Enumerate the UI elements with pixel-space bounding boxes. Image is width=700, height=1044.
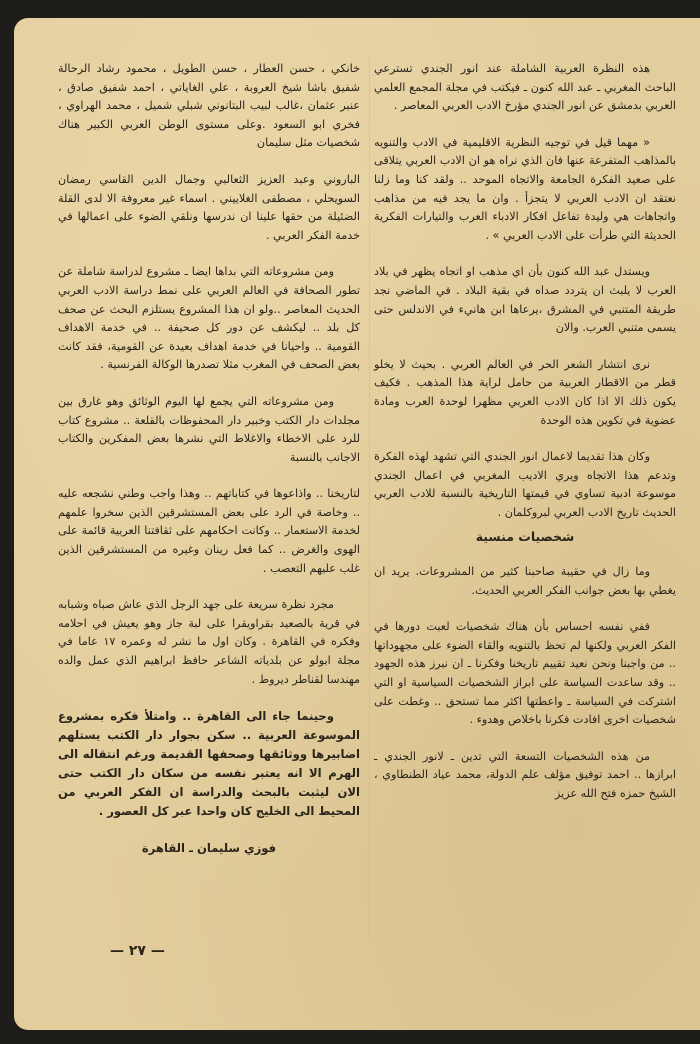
page-number: — ٢٧ — (110, 943, 165, 959)
left-column (58, 60, 360, 858)
right-column (374, 60, 676, 822)
bold-paragraph: وحينما جاء الى القاهرة .. وامتلأ فكره بمشروع الموسوعة العربية .. سكن بجوار دار الكتب يستلهم اضابيرها ووثائقها وصحفها القديمة ورغم انتقاله الى الهرم الا انه يعتبر نفسه من سكان دار الكتب حتى الان ليثبت بالبحث والدراسة ان الفكر العربي من المحيط الى الخليج كان واحدا عبر كل العصور . (58, 709, 360, 819)
paragraph: ومن مشروعاته التي بداها ايضا ـ مشروع لدراسة شاملة عن تطور الصحافة في العالم العربي على نمط دراسة الادب العربي الحديث المعاصر ..ولو ان هذا المشروع يستلزم البحث عن صحف كل بلد .. ليكشف عن دور كل صحيفة .. في خدمة الاهداف القومية .. واحيانا في خدمة اهداف بعيدة عن القومية، فقد كانت بعض الصحف في المغرب مثلا تصدرها الوكالة الفرنسية . (58, 265, 360, 372)
section-heading: شخصيات منسية (475, 529, 575, 545)
paragraph: خانكي ، حسن العطار ، حسن الطويل ، محمود رشاد الرحالة شفيق باشا شيخ العروبة ، علي الغاياتي ، احمد شفيق صادق ، عنبر عثمان ،غالب لبيب البتانوني شبلي شميل ، محمد الهراوي ، فخري ابو السعود .وعلى مستوى الوطن العربي الكبير هناك شخصيات مثل سليمان (58, 62, 360, 150)
paragraph: وكان هذا تقديما لاعمال انور الجندي التي تشهد لهذه الفكرة وتدعم هذا الاتجاه ويري الاديب المغربي في اعمال الجندي موسوعة ادبية تساوي في قيمتها التاريخية بالنسبة للادب العربي الحديث تاريخ الادب العربي لبروكلمان . (374, 450, 676, 519)
paragraph: ففي نفسه احساس بأن هناك شخصيات لعبت دورها في الفكر العربي ولكنها لم تحظ بالتنويه والقاء الضوء على مجهوداتها .. من واجبنا ونحن نعيد تقييم تاريخنا وفكرنا ـ ان نبرز هذه الجهود .. وقد ساعدت السياسة على ابراز الشخصيات السياسية او التي اشتركت في السياسة ـ واعطتها اكثر مما تستحق .. وغطت على شخصيات اخرى افادت فكرنا باخلاص وهدوء . (374, 620, 676, 727)
quote-paragraph: « مهما قيل في توجيه النظرية الاقليمية في الادب والتنويه بالمذاهب المتفرعة عنها فان الذي نراه هو ان الادب العربي يتلاقى على صعيد الفكرة الجامعة والاتجاه الموحد .. ولقد كنا وما زلنا نعتقد ان الادب العربي لا يتجزأ . وان ما يجد فيه من مذاهب واتجاهات هي وليدة تفاعل افكار الادباء العرب والتيارات الفكرية الحديثة التي طرأت على الادب العربي » . (374, 135, 676, 242)
paragraph: من هذه الشخصيات التسعة التي تدين ـ لانور الجندي ـ ابرازها .. احمد توفيق مؤلف علم الدولة، محمد عياد الطنطاوي ، الشيخ حمزه فتح الله عزيز (374, 749, 676, 800)
author-signature: فوزي سليمان ـ القاهرة (141, 841, 277, 856)
paragraph: هذه النظرة العربية الشاملة عند انور الجندي تسترعي الباحث المغربي ـ عبد الله كنون ـ فيكتب في مجلة المجمع العلمي العربي بدمشق عن انور الجندي مؤرخ الادب العربي المعاصر . (374, 62, 676, 113)
paragraph: وما زال في حقيبة صاحبنا كثير من المشروعات. يريد ان يغطي بها بعض جوانب الفكر العربي الحديث. (374, 565, 676, 597)
paragraph: لتاريخنا .. واذاعوها في كتاباتهم .. وهذا واجب وطني نشجعه عليه .. وخاصة في الرد على بعض المستشرقين الذين سخروا علمهم لخدمة الاستعمار .. وكانت احكامهم على ثقافتنا العربية قائمة على الهوى والغرض .. كما فعل رينان وغيره من المستشرقين الذين غلب عليهم التعصب . (58, 487, 360, 575)
paragraph: ومن مشروعاته التي يجمع لها اليوم الوثائق وهو غارق بين مجلدات دار الكتب وخبير دار المحفوظات بالقلعة .. مشروع كتاب للرد على الاخطاء والاغلاط التي نشرها بعض المفكرين والكتاب الاجانب بالنسبة (58, 394, 360, 464)
column-divider (369, 58, 370, 938)
paragraph: ويستدل عبد الله كنون بأن اي مذهب او اتجاه يظهر في بلاد العرب لا يلبث ان يتردد صداه في بقية البلاد . في الماضي نجد طريقة المتنبي في المشرق ،يرعاها ابن هانيء في الاندلس حتى يسمى متنبي العرب. والان (374, 265, 676, 335)
magazine-page (14, 18, 700, 1030)
paragraph: نرى انتشار الشعر الحر في العالم العربي . بحيث لا يخلو قطر من الاقطار العربية من حامل لراية هذا المذهب . فكيف يكون ذلك الا اذا كان الادب العربي مظهرا لوحدة العرب ومادة عضوية في تكوين هذه الوحدة (374, 357, 676, 427)
paragraph: الباروني وعبد العزيز الثعالبي وجمال الدين القاسي رمضان السويحلي ، مصطفى الغلاييني . اسماء غير معروفة الا لدى القلة الضئيلة من حقها علينا ان ندرسها ونلقي الضوء على اعمالها في خدمة الفكر العربي . (58, 172, 360, 242)
paragraph: مجرد نظرة سريعة على جهد الرجل الذي عاش صباه وشبابه في قرية بالصعيد بقراويقرا على لبة جاز وهو يعيش في احلامه وفكره في القاهرة . وكان اول ما نشر له وعمره ١٧ عاما في مجلة ابولو عن بلدياته الشاعر حافظ ابراهيم الذي عمل والده مهندسا لقناطر ديروط . (58, 598, 360, 686)
